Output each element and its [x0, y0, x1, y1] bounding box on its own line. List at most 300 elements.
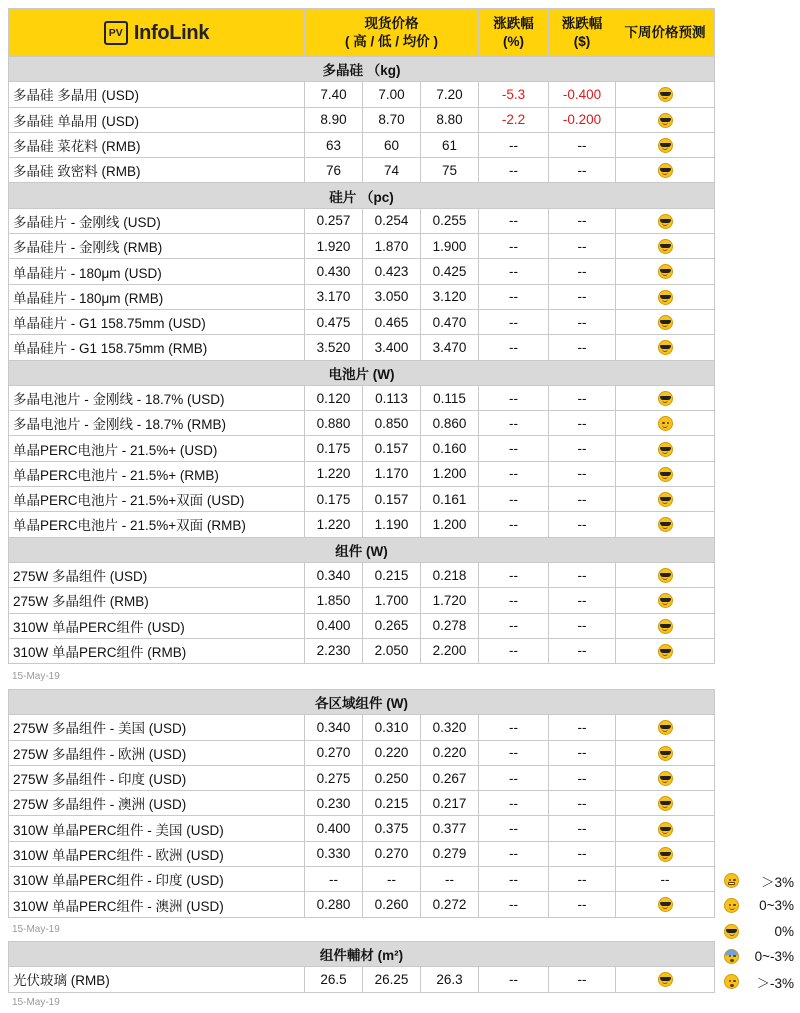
price-avg: 3.120 [421, 284, 479, 309]
price-high: 0.340 [305, 562, 363, 587]
price-low: 0.265 [363, 613, 421, 638]
price-low: 0.250 [363, 765, 421, 790]
header-change-pct-line1: 涨跌幅 [493, 15, 534, 31]
price-low: 0.260 [363, 892, 421, 917]
price-high: 3.170 [305, 284, 363, 309]
product-name: 310W 单晶PERC组件 - 美国 (USD) [9, 816, 305, 841]
price-high: 0.475 [305, 309, 363, 334]
header-change-abs-line1: 涨跌幅 [561, 15, 603, 31]
legend-item [724, 868, 800, 893]
sunglasses-emoji-icon [658, 593, 673, 608]
price-low: 0.215 [363, 562, 421, 587]
section-header-row [9, 57, 715, 82]
change-pct: -- [479, 487, 549, 512]
price-high: 0.280 [305, 892, 363, 917]
change-pct: -- [479, 335, 549, 360]
change-pct: -- [479, 638, 549, 663]
sunglasses-emoji-icon [658, 163, 673, 178]
section-title: 各区域组件 (W) [9, 690, 715, 715]
change-pct: -- [479, 892, 549, 917]
price-avg: 2.200 [421, 638, 479, 663]
price-avg: 1.720 [421, 588, 479, 613]
header-price-line2: ( 高 / 低 / 均价 ) [345, 33, 438, 49]
forecast-cell [616, 791, 715, 816]
smile-emoji-icon [658, 416, 673, 431]
header-forecast: 下周价格预测 [616, 9, 715, 57]
sunglasses-emoji-icon [724, 924, 739, 939]
product-name: 单晶硅片 - 180μm (RMB) [9, 284, 305, 309]
price-avg: 75 [421, 158, 479, 183]
price-high: 0.340 [305, 715, 363, 740]
sunglasses-emoji-icon [658, 796, 673, 811]
table-row [9, 562, 715, 587]
table-row [9, 613, 715, 638]
sunglasses-emoji-icon [658, 214, 673, 229]
price-high: 1.220 [305, 461, 363, 486]
product-name: 单晶PERC电池片 - 21.5%+ (RMB) [9, 461, 305, 486]
price-low: 0.215 [363, 791, 421, 816]
price-high: 0.230 [305, 791, 363, 816]
product-name: 单晶PERC电池片 - 21.5%+双面 (USD) [9, 487, 305, 512]
change-abs: -- [549, 638, 616, 663]
price-avg: 7.20 [421, 82, 479, 107]
forecast-cell [616, 411, 715, 436]
change-abs: -- [549, 867, 616, 892]
price-avg: 0.272 [421, 892, 479, 917]
legend-item [724, 893, 800, 918]
price-high: 2.230 [305, 638, 363, 663]
table-row [9, 385, 715, 410]
header-change-pct [479, 9, 549, 57]
price-high: 1.220 [305, 512, 363, 537]
sunglasses-emoji-icon [658, 746, 673, 761]
price-high: 0.400 [305, 816, 363, 841]
sunglasses-emoji-icon [658, 619, 673, 634]
sunglasses-emoji-icon [658, 517, 673, 532]
date-stamp-2: 15-May-19 [12, 924, 60, 935]
product-name: 多晶硅片 - 金刚线 (USD) [9, 208, 305, 233]
change-pct: -- [479, 385, 549, 410]
product-name: 275W 多晶组件 - 美国 (USD) [9, 715, 305, 740]
product-name: 多晶硅 菜花料 (RMB) [9, 132, 305, 157]
forecast-cell [616, 967, 715, 992]
date-stamp-1: 15-May-19 [12, 671, 60, 682]
change-abs: -- [549, 765, 616, 790]
price-avg: 0.255 [421, 208, 479, 233]
sunglasses-emoji-icon [658, 113, 673, 128]
product-name: 275W 多晶组件 (USD) [9, 562, 305, 587]
header-row [9, 9, 715, 57]
table-row [9, 309, 715, 334]
sunglasses-emoji-icon [658, 264, 673, 279]
price-avg: 1.200 [421, 512, 479, 537]
forecast-cell [616, 259, 715, 284]
forecast-cell [616, 132, 715, 157]
price-low: 1.870 [363, 234, 421, 259]
section-title: 组件 (W) [9, 537, 715, 562]
section-header-row [9, 690, 715, 715]
change-pct: -- [479, 715, 549, 740]
change-pct: -2.2 [479, 107, 549, 132]
change-abs: -- [549, 259, 616, 284]
forecast-cell [616, 562, 715, 587]
price-low: 26.25 [363, 967, 421, 992]
change-pct: -- [479, 967, 549, 992]
change-abs: -- [549, 487, 616, 512]
product-name: 单晶PERC电池片 - 21.5%+双面 (RMB) [9, 512, 305, 537]
forecast-legend [724, 868, 800, 994]
price-avg: 0.220 [421, 740, 479, 765]
change-abs: -- [549, 436, 616, 461]
price-avg: 0.160 [421, 436, 479, 461]
product-name: 275W 多晶组件 (RMB) [9, 588, 305, 613]
forecast-cell: -- [616, 867, 715, 892]
sunglasses-emoji-icon [658, 290, 673, 305]
sunglasses-emoji-icon [658, 391, 673, 406]
product-name: 单晶硅片 - G1 158.75mm (RMB) [9, 335, 305, 360]
change-pct: -- [479, 562, 549, 587]
forecast-cell [616, 158, 715, 183]
change-abs: -- [549, 309, 616, 334]
forecast-cell [616, 613, 715, 638]
change-abs: -- [549, 411, 616, 436]
section-title: 多晶硅 （kg) [9, 57, 715, 82]
forecast-cell [616, 461, 715, 486]
product-name: 单晶硅片 - 180μm (USD) [9, 259, 305, 284]
change-pct: -- [479, 588, 549, 613]
price-avg: 3.470 [421, 335, 479, 360]
change-abs: -- [549, 158, 616, 183]
price-avg: 0.279 [421, 841, 479, 866]
price-low: 0.465 [363, 309, 421, 334]
price-low: -- [363, 867, 421, 892]
legend-item [724, 944, 800, 969]
price-low: 0.423 [363, 259, 421, 284]
table-row [9, 107, 715, 132]
change-abs: -- [549, 841, 616, 866]
forecast-cell [616, 208, 715, 233]
price-low: 1.700 [363, 588, 421, 613]
price-avg: 0.267 [421, 765, 479, 790]
sunglasses-emoji-icon [658, 771, 673, 786]
price-high: 0.430 [305, 259, 363, 284]
table-row [9, 487, 715, 512]
change-abs: -- [549, 613, 616, 638]
table-row [9, 411, 715, 436]
table-row [9, 740, 715, 765]
change-pct: -- [479, 816, 549, 841]
price-low: 0.220 [363, 740, 421, 765]
price-table [8, 8, 715, 664]
price-low: 0.157 [363, 436, 421, 461]
section-header-row [9, 537, 715, 562]
sunglasses-emoji-icon [658, 492, 673, 507]
table-row [9, 791, 715, 816]
price-low: 0.157 [363, 487, 421, 512]
change-abs: -- [549, 588, 616, 613]
aux-table [8, 941, 715, 993]
legend-label: 0% [774, 923, 794, 939]
price-low: 0.850 [363, 411, 421, 436]
price-low: 60 [363, 132, 421, 157]
price-avg: 0.470 [421, 309, 479, 334]
price-avg: 26.3 [421, 967, 479, 992]
section-header-row [9, 183, 715, 208]
sunglasses-emoji-icon [658, 467, 673, 482]
change-pct: -5.3 [479, 82, 549, 107]
section-title: 硅片 （pc) [9, 183, 715, 208]
change-pct: -- [479, 841, 549, 866]
date-stamp-3: 15-May-19 [12, 997, 60, 1008]
change-abs: -- [549, 791, 616, 816]
price-avg: 61 [421, 132, 479, 157]
section-header-row [9, 942, 715, 967]
price-avg: 0.115 [421, 385, 479, 410]
forecast-cell [616, 512, 715, 537]
product-name: 多晶电池片 - 金刚线 - 18.7% (RMB) [9, 411, 305, 436]
price-low: 0.113 [363, 385, 421, 410]
table-row [9, 512, 715, 537]
change-pct: -- [479, 259, 549, 284]
forecast-cell [616, 638, 715, 663]
price-high: 3.520 [305, 335, 363, 360]
price-high: 76 [305, 158, 363, 183]
shocked-emoji-icon [724, 974, 739, 989]
price-avg: 1.900 [421, 234, 479, 259]
sunglasses-emoji-icon [658, 138, 673, 153]
sunglasses-emoji-icon [658, 239, 673, 254]
section-header-row [9, 360, 715, 385]
price-avg: 0.425 [421, 259, 479, 284]
forecast-cell [616, 436, 715, 461]
forecast-cell [616, 82, 715, 107]
change-abs: -0.200 [549, 107, 616, 132]
change-pct: -- [479, 208, 549, 233]
change-abs: -- [549, 208, 616, 233]
table-row [9, 284, 715, 309]
change-pct: -- [479, 765, 549, 790]
product-name: 多晶硅 致密料 (RMB) [9, 158, 305, 183]
grin-emoji-icon [724, 873, 739, 888]
section-title: 电池片 (W) [9, 360, 715, 385]
table-row [9, 132, 715, 157]
change-abs: -- [549, 385, 616, 410]
table-row [9, 816, 715, 841]
price-avg: 1.200 [421, 461, 479, 486]
price-avg: 0.278 [421, 613, 479, 638]
price-low: 0.375 [363, 816, 421, 841]
table-row [9, 259, 715, 284]
sunglasses-emoji-icon [658, 822, 673, 837]
change-abs: -- [549, 461, 616, 486]
change-abs: -- [549, 715, 616, 740]
change-pct: -- [479, 740, 549, 765]
price-high: 0.175 [305, 487, 363, 512]
change-pct: -- [479, 791, 549, 816]
change-abs: -- [549, 816, 616, 841]
product-name: 275W 多晶组件 - 澳洲 (USD) [9, 791, 305, 816]
price-avg: 0.320 [421, 715, 479, 740]
table-row [9, 841, 715, 866]
regional-table [8, 689, 715, 918]
forecast-cell [616, 765, 715, 790]
price-low: 2.050 [363, 638, 421, 663]
table-row [9, 234, 715, 259]
forecast-cell [616, 284, 715, 309]
legend-label: 0~-3% [754, 949, 794, 965]
smile-emoji-icon [724, 898, 739, 913]
table-row [9, 588, 715, 613]
sunglasses-emoji-icon [658, 972, 673, 987]
price-high: 0.257 [305, 208, 363, 233]
legend-item [724, 969, 800, 994]
price-high: 0.120 [305, 385, 363, 410]
price-high: 1.850 [305, 588, 363, 613]
price-low: 0.254 [363, 208, 421, 233]
change-abs: -- [549, 892, 616, 917]
forecast-cell [616, 487, 715, 512]
legend-label: ＞3% [760, 874, 794, 890]
change-pct: -- [479, 436, 549, 461]
legend-label: 0~3% [759, 898, 794, 914]
product-name: 多晶硅 单晶用 (USD) [9, 107, 305, 132]
price-avg: 8.80 [421, 107, 479, 132]
table-row [9, 208, 715, 233]
price-low: 3.400 [363, 335, 421, 360]
price-low: 7.00 [363, 82, 421, 107]
table-row [9, 892, 715, 917]
legend-label: ＞-3% [756, 975, 794, 991]
price-avg: 0.218 [421, 562, 479, 587]
logo-name: InfoLink [133, 21, 210, 44]
header-change-pct-line2: (%) [503, 33, 524, 49]
price-high: -- [305, 867, 363, 892]
change-abs: -- [549, 132, 616, 157]
sunglasses-emoji-icon [658, 720, 673, 735]
price-high: 0.880 [305, 411, 363, 436]
change-abs: -- [549, 967, 616, 992]
price-low: 1.170 [363, 461, 421, 486]
price-high: 0.175 [305, 436, 363, 461]
change-abs: -0.400 [549, 82, 616, 107]
price-high: 0.400 [305, 613, 363, 638]
sunglasses-emoji-icon [658, 315, 673, 330]
change-abs: -- [549, 335, 616, 360]
product-name: 310W 单晶PERC组件 - 澳洲 (USD) [9, 892, 305, 917]
table-row [9, 82, 715, 107]
price-low: 8.70 [363, 107, 421, 132]
logo-cell [9, 9, 305, 57]
header-price-line1: 现货价格 [364, 15, 419, 31]
change-pct: -- [479, 867, 549, 892]
table-row [9, 335, 715, 360]
price-high: 7.40 [305, 82, 363, 107]
price-avg: -- [421, 867, 479, 892]
table-row [9, 715, 715, 740]
forecast-cell [616, 588, 715, 613]
sunglasses-emoji-icon [658, 847, 673, 862]
forecast-cell [616, 892, 715, 917]
table-row [9, 461, 715, 486]
product-name: 310W 单晶PERC组件 - 印度 (USD) [9, 867, 305, 892]
forecast-cell [616, 841, 715, 866]
forecast-cell [616, 715, 715, 740]
price-high: 8.90 [305, 107, 363, 132]
forecast-cell [616, 740, 715, 765]
product-name: 310W 单晶PERC组件 - 欧洲 (USD) [9, 841, 305, 866]
product-name: 275W 多晶组件 - 欧洲 (USD) [9, 740, 305, 765]
table-row [9, 867, 715, 892]
change-abs: -- [549, 562, 616, 587]
table-row [9, 765, 715, 790]
price-low: 3.050 [363, 284, 421, 309]
product-name: 275W 多晶组件 - 印度 (USD) [9, 765, 305, 790]
change-pct: -- [479, 512, 549, 537]
price-high: 0.330 [305, 841, 363, 866]
product-name: 多晶硅片 - 金刚线 (RMB) [9, 234, 305, 259]
change-abs: -- [549, 234, 616, 259]
sunglasses-emoji-icon [658, 644, 673, 659]
scream-emoji-icon [724, 949, 739, 964]
product-name: 多晶硅 多晶用 (USD) [9, 82, 305, 107]
forecast-cell [616, 335, 715, 360]
product-name: 310W 单晶PERC组件 (RMB) [9, 638, 305, 663]
price-avg: 0.217 [421, 791, 479, 816]
forecast-cell [616, 309, 715, 334]
table-row [9, 436, 715, 461]
infolink-logo [9, 21, 304, 45]
price-low: 0.270 [363, 841, 421, 866]
product-name: 单晶PERC电池片 - 21.5%+ (USD) [9, 436, 305, 461]
change-abs: -- [549, 284, 616, 309]
header-change-abs-line2: ($) [573, 33, 591, 49]
price-high: 63 [305, 132, 363, 157]
price-low: 74 [363, 158, 421, 183]
table-row [9, 638, 715, 663]
change-pct: -- [479, 284, 549, 309]
product-name: 310W 单晶PERC组件 (USD) [9, 613, 305, 638]
price-low: 0.310 [363, 715, 421, 740]
price-low: 1.190 [363, 512, 421, 537]
legend-item [724, 919, 800, 944]
forecast-cell [616, 107, 715, 132]
change-pct: -- [479, 309, 549, 334]
section-title: 组件輔材 (m²) [9, 942, 715, 967]
change-pct: -- [479, 234, 549, 259]
change-pct: -- [479, 461, 549, 486]
price-high: 0.275 [305, 765, 363, 790]
change-abs: -- [549, 512, 616, 537]
header-change-abs [549, 9, 616, 57]
sunglasses-emoji-icon [658, 568, 673, 583]
price-avg: 0.377 [421, 816, 479, 841]
change-pct: -- [479, 158, 549, 183]
header-price [305, 9, 479, 57]
product-name: 单晶硅片 - G1 158.75mm (USD) [9, 309, 305, 334]
table-row [9, 967, 715, 992]
change-pct: -- [479, 613, 549, 638]
sunglasses-emoji-icon [658, 897, 673, 912]
forecast-cell [616, 234, 715, 259]
sunglasses-emoji-icon [658, 442, 673, 457]
sunglasses-emoji-icon [658, 340, 673, 355]
change-pct: -- [479, 132, 549, 157]
price-high: 0.270 [305, 740, 363, 765]
logo-badge: PV [104, 21, 128, 45]
table-row [9, 158, 715, 183]
product-name: 多晶电池片 - 金刚线 - 18.7% (USD) [9, 385, 305, 410]
price-high: 26.5 [305, 967, 363, 992]
